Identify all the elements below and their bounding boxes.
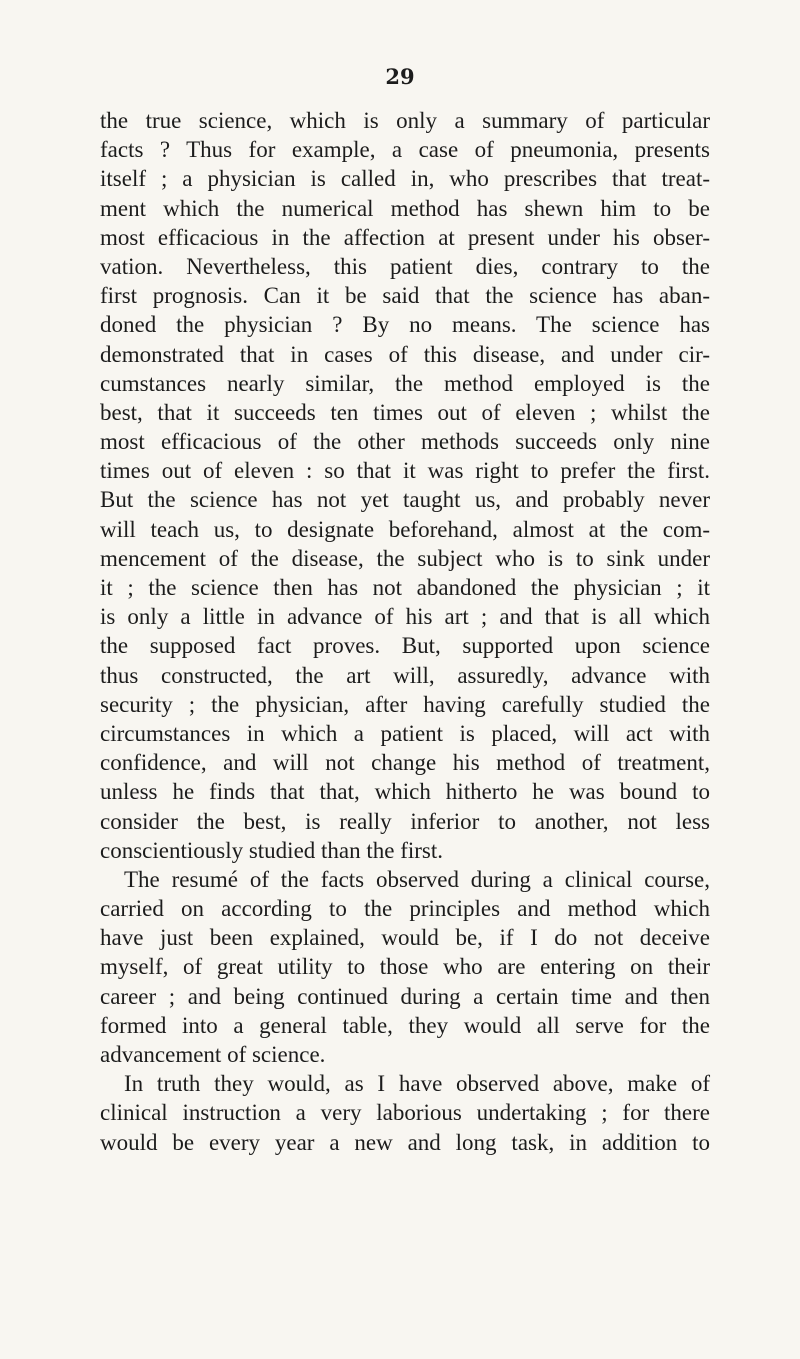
text-line: facts ? Thus for example, a case of pneumonia, presents — [100, 137, 710, 163]
text-line: career ; and being continued during a certain time and then — [100, 983, 710, 1009]
text-line: clinical instruction a very laborious undertaking ; for there — [100, 1100, 710, 1126]
page-number: 29 — [385, 64, 415, 89]
text-line: would be every year a new and long task, in addition to — [100, 1129, 710, 1155]
text-line: itself ; a physician is called in, who prescribes that treat- — [100, 166, 710, 192]
text-line: But the science has not yet taught us, and probably never — [100, 487, 710, 513]
text-line: it ; the science then has not abandoned the physician ; it — [100, 575, 710, 600]
paragraph-2 — [100, 865, 710, 1069]
text-line: ment which the numerical method has shewn him to be — [100, 195, 710, 221]
text-line: carried on according to the principles and method which — [100, 896, 710, 922]
text-line: myself, of great utility to those who are entering on their — [100, 954, 710, 980]
text-line: thus constructed, the art will, assuredly, advance with — [100, 662, 710, 688]
text-line: is only a little in advance of his art ; and that is all which — [100, 604, 710, 630]
text-line: conscientiously studied than the first. — [100, 837, 444, 863]
text-line: will teach us, to designate beforehand, almost at the com- — [100, 516, 710, 542]
text-line: mencement of the disease, the subject who is to sink under — [100, 545, 710, 571]
text-line: formed into a general table, they would all serve for the — [100, 1012, 710, 1038]
text-line: In truth they would, as I have observed above, make of — [124, 1071, 710, 1097]
text-line: unless he finds that that, which hitherto he was bound to — [100, 779, 710, 805]
paragraph-1 — [100, 106, 710, 865]
text-line: best, that it succeeds ten times out of eleven ; whilst the — [100, 399, 710, 425]
text-line: consider the best, is really inferior to another, not less — [100, 808, 710, 834]
text-line: first prognosis. Can it be said that the science has aban- — [100, 283, 710, 309]
text-line: vation. Nevertheless, this patient dies, contrary to the — [100, 253, 710, 279]
text-line: doned the physician ? By no means. The science has — [100, 312, 710, 338]
text-line: security ; the physician, after having carefully studied the — [100, 691, 710, 717]
text-line: the true science, which is only a summary of particular — [100, 108, 710, 133]
text-line: the supposed fact proves. But, supported upon science — [100, 633, 710, 659]
text-line: The resumé of the facts observed during a clinical course, — [124, 866, 710, 892]
text-line: confidence, and will not change his method of treatment, — [100, 750, 710, 776]
text-line: circumstances in which a patient is placed, will act with — [100, 720, 710, 746]
text-line: have just been explained, would be, if I do not deceive — [100, 925, 710, 951]
text-line: demonstrated that in cases of this disease, and under cir- — [100, 341, 710, 367]
text-line: cumstances nearly similar, the method employed is the — [100, 370, 710, 396]
text-line: times out of eleven : so that it was right to prefer the first. — [100, 458, 710, 484]
paragraph-3 — [100, 1069, 710, 1157]
text-line: advancement of science. — [100, 1042, 326, 1067]
text-line: most efficacious of the other methods succeeds only nine — [100, 429, 710, 455]
text-line: most efficacious in the affection at present under his obser- — [100, 224, 710, 250]
body-text — [100, 106, 710, 1157]
